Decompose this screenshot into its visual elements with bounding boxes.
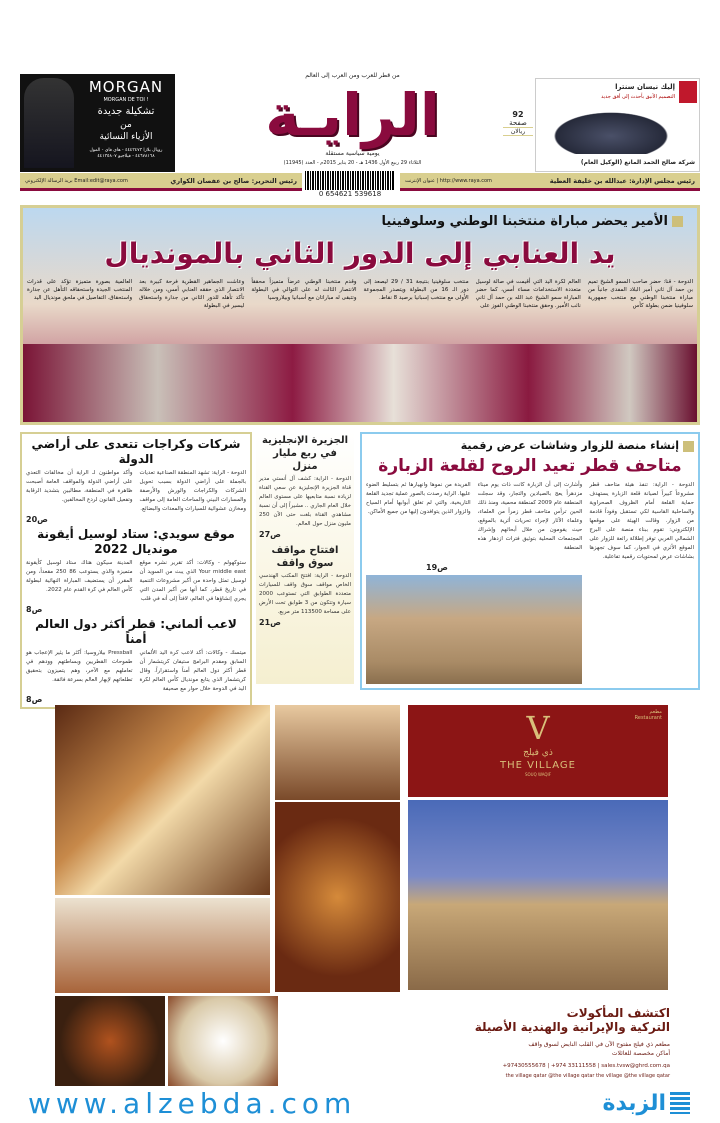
barcode-number: 0 654621 539618 bbox=[305, 190, 395, 198]
story-body: الدوحة - الراية: كشف آل أنستي مدير قناة الجزيرة الإنجليزية عن سعي القناة لزيادة نسبة متابعيها على مستوى العالم خلال العام الجاري .. مشيراً إلى أن نسبة مشاهدي القناة بلغت حتى الآن 250 مليون منزل حول العالم. bbox=[259, 476, 351, 527]
page-ref: ص27 bbox=[259, 530, 281, 539]
morgan-slogan: MORGAN DE TOI ! bbox=[103, 97, 149, 103]
price: ريالان bbox=[503, 127, 533, 136]
car-photo bbox=[546, 109, 676, 154]
info-strip-right bbox=[400, 173, 700, 191]
morgan-line3: الأزياء النسائية bbox=[99, 132, 153, 142]
zubarah-fort-photo[interactable] bbox=[366, 575, 582, 684]
story-headline[interactable]: موقع سويدي: ستاد لوسيل أيقونة مونديال 2022 bbox=[37, 527, 235, 556]
lead-kicker-text: الأمير يحضر مباراة منتخبنا الوطني وسلوفينيا bbox=[381, 214, 668, 229]
lead-col-2: العالم لكرة اليد التي أقيمت في صالة لوسيل متعددة الاستخدامات مساء أمس، كما حضر المباراة سمو الشيخ عبد الله بن حمد آل ثاني نائب الأمير. وحقق منتخبنا الوطني الفوز على bbox=[475, 279, 581, 309]
editor-in-chief: رئيس التحرير: صالح بن عفصان الكواري bbox=[170, 176, 297, 185]
page-count-label: صفحة bbox=[509, 119, 527, 127]
page-ref: ص19 bbox=[426, 563, 448, 572]
story-col: وأكد مواطنون لـ الراية أن مخالفات التعدي على أراضي الدولة والمواقف العامة أصبحت ظاهرة في المنطقة، مطالبين بتشديد الرقابة وتفعيل القانون لردع المخالفين. bbox=[26, 470, 133, 503]
story-body bbox=[26, 469, 246, 514]
morgan-contact: رويال بلازا ٤٤٤٣٤٧٣ - هاي فاي - المول ٤٤٦٧٨١٦٨ - فيلاجيو ٤٤١٣٥٨٠٧ bbox=[89, 148, 163, 159]
watermark-logo bbox=[585, 1088, 690, 1118]
ad-headline bbox=[475, 1006, 670, 1034]
info-strip-left bbox=[20, 173, 302, 191]
ad-headline-1: اكتشف المأكولات bbox=[566, 1006, 670, 1020]
ad-socials[interactable]: the village qatar @the village qatar the village @the village qatar bbox=[505, 1073, 670, 1079]
morgan-line1: تشكيلة جديدة bbox=[97, 106, 155, 117]
kicker-marker bbox=[683, 441, 694, 452]
chairman: رئيس مجلس الإدارة: عبدالله بن خليفة العطية bbox=[549, 176, 695, 185]
story-col: ميتسك - وكالات: أكد لاعب كرة اليد الألماني السابق ومقدم البرامج ستيفان كريتشمار أن قطر أكثر دول العالم أمناً واستقراراً. وقال كريتشمار الذي يتابع مونديال كأس العالم لكرة اليد في الدوحة خلال حوار مع صحيفة bbox=[139, 650, 246, 692]
nissan-ad[interactable] bbox=[535, 78, 700, 172]
dining-photo bbox=[275, 705, 400, 800]
lead-headline: يد العنابي إلى الدور الثاني بالمونديال bbox=[104, 237, 616, 270]
morgan-line2: من bbox=[120, 120, 132, 130]
village-building-photo bbox=[408, 800, 668, 990]
lead-col-1: الدوحة - قنا: حضر صاحب السمو الشيخ تميم بن حمد آل ثاني أمير البلاد المفدى جانباً من مباراة منتخبنا الوطني مع منتخب جمهورية سلوفينيا ضمن بطولة كأس bbox=[587, 279, 693, 309]
page-ref: ص20 bbox=[26, 515, 48, 524]
story-headline[interactable]: لاعب ألماني: قطر أكثر دول العالم أمناً bbox=[35, 617, 237, 646]
story-col: الدوحة - الراية: تشهد المنطقة الصناعية تعديات بالجملة على أراضي الدولة بسبب تحويل الشركات والكراجات والورش والأرصفة والمسارات البيني والساحات العامة إلى مواقف ومخازن عشوائية للسيارات والمعدات والبضائع. bbox=[139, 470, 246, 512]
right-body bbox=[366, 481, 694, 562]
lead-col-6: العالمية بصورة متميزة تؤكد على قدرات المنتخب الجيدة واستحقاقه التأهل عن جدارة واستحقاق. التفاصيل في ملحق مونديال اليد bbox=[26, 279, 133, 301]
village-restaurant-ad[interactable] bbox=[20, 700, 700, 1095]
story-body bbox=[26, 559, 246, 604]
lead-photo-crowd[interactable] bbox=[23, 344, 697, 422]
masthead-tagline: من قطر للعرب ومن العرب إلى العالم bbox=[305, 72, 400, 79]
model-photo bbox=[24, 78, 74, 168]
restaurant-label bbox=[635, 709, 662, 721]
ad-contact[interactable]: +97430555678 | +974 33111558 | sales.tvsw@ghrd.com.qa bbox=[502, 1063, 670, 1069]
story-col: ستوكهولم - وكالات: أكد تقرير نشره موقع Your middle east الذي يبث من السويد أن لوسيل تمثل واحدة من أكبر مشروعات التنمية في تاريخ قطر، كما أنها من أكبر المدن التي يجري إنشاؤها في العالم، لافتاً إلى أنه في قلب bbox=[139, 560, 246, 602]
morgan-ad[interactable] bbox=[20, 74, 175, 172]
masthead-title: الرايـة bbox=[265, 81, 440, 149]
watermark-url: www.alzebda.com bbox=[28, 1087, 357, 1120]
kebab-photo bbox=[55, 898, 270, 993]
nissan-dealer: شركة صالح الحمد المانع (الوكيل العام) bbox=[580, 159, 695, 166]
page-ref: ص8 bbox=[26, 605, 43, 614]
brand-en: THE VILLAGE bbox=[499, 760, 577, 771]
right-story bbox=[360, 432, 700, 690]
story-col: الفريدة من نموها وانهيارها ثم بتسليط الضوء عليها. الراية رصدت بالصور عملية تجديد القلعة التاريخية، والتي لم تغلق أبوابها أمام السياح والزوار الذين يتوافدون إليها من جميع الأماكن. bbox=[365, 482, 471, 515]
right-kicker bbox=[366, 438, 694, 453]
story-col: وأشارت إلى أن الزبارة كانت ذات يوم ميناء مزدهراً يعج بالصيادين والتجار، وقد سجلت المنطقة عام 2009 كمنطقة محمية، ومنذ ذلك الحين ترأس متاحف قطر زمراً من العلماء، وعلماء الآثار لإجراء تحريات أثرية بالموقع، حيث يقومون من خلال أبحاثهم وإشراك المجتمعات المحلية بتوثيق فترات ازدهار هذه المنطقة bbox=[477, 482, 583, 551]
village-v-emblem-icon: V bbox=[526, 709, 550, 747]
middle-column bbox=[256, 432, 354, 684]
story-body: الدوحة - الراية: افتتح المكتب الهندسي الخاص مواقف سوق واقف للسيارات متعددة الطوابق التي تستوعب 2000 سيارة وتتكون من 3 طوابق تحت الأرض على مساحة 113500 متر مربع. bbox=[259, 573, 351, 615]
lead-col-3: منتخب سلوفينيا بنتيجة 31 / 29 ليصعد إلى دور الـ 16 من البطولة ويتصدر المجموعة الأولى مع منتخب إسبانيا برصيد 8 نقاط. bbox=[363, 279, 469, 301]
lead-col-4: وقدم منتخبنا الوطني عرضاً متميزاً محققاً الانتصار الثالث له على التوالي في البطولة وتتبقى له مباراتان مع أسبانيا وبيلاروسيا bbox=[251, 279, 357, 301]
restaurant-interior-photo bbox=[55, 705, 270, 895]
story-col: الدوحة - الراية: تنفذ هيئة متاحف قطر مشروعاً كبيراً لصيانة قلعة الزبارة يستهدف حماية القلعة أمام الظروف الصحراوية والساحلية القاسية لكي تستقبل وفوداً قادمة من الزوار. وقالت الهيئة على موقعها الإلكتروني: تقوم ببناء منصة على البرج الشمالي الغربي توفر إطلالة رائعة للزوار على الموقع الأثري في الجوار، كما سوف تجهزها بشاشات عرض لمحتويات رقمية تفاعلية. bbox=[589, 482, 694, 560]
morgan-brand: MORGAN bbox=[88, 78, 164, 96]
page-ref: ص8 bbox=[26, 695, 43, 704]
page-count: 92 bbox=[512, 110, 524, 119]
lead-story bbox=[20, 205, 700, 425]
lead-col-5: وعاشت الجماهير القطرية فرحة كبيرة بعد الانتصار الذي حققه العنابي أمس، ومن خلاله تأكد تأهله للدور الثاني من جدارة واستحقاق ليسير في البطولة bbox=[139, 279, 245, 309]
story-headline[interactable]: الجزيرة الإنجليزية في ربع مليار منزل bbox=[261, 435, 348, 472]
watermark-logo-text: الزبدة bbox=[602, 1090, 666, 1116]
email: Email:edit@raya.com بريد الرسالة الإلكتروني bbox=[25, 177, 128, 184]
menu-lines-icon bbox=[670, 1092, 690, 1114]
kicker-marker bbox=[672, 216, 683, 227]
ad-desc-1: مطعم ذي فيلج مفتوح الآن في القلب النابض لسوق واقف bbox=[528, 1041, 670, 1048]
masthead-logo bbox=[205, 70, 500, 170]
food-platter-photo bbox=[275, 802, 400, 992]
story-headline[interactable]: افتتاح مواقف سوق واقف bbox=[271, 545, 339, 569]
date-line: الثلاثاء 29 ربيع الأول 1436 هـ - 20 يناير 2015م - العدد (11945) bbox=[283, 160, 422, 166]
nissan-headline: إليك نيسان سنترا bbox=[615, 83, 675, 91]
ad-headline-2: التركية والإيرانية والهندية الأصيلة bbox=[474, 1020, 670, 1034]
left-stories-box bbox=[20, 432, 252, 709]
website[interactable]: http://www.raya.com | عنوان الإنترنت bbox=[405, 177, 492, 184]
right-kicker-text: إنشاء منصة للزوار وشاشات عرض رقمية bbox=[460, 439, 679, 452]
page-ref: ص21 bbox=[259, 618, 281, 627]
rice-dish-photo bbox=[55, 996, 165, 1086]
story-headline[interactable]: شركات وكراجات تتعدى على أراضي الدولة bbox=[31, 437, 241, 466]
dessert-photo bbox=[168, 996, 278, 1086]
lead-columns bbox=[27, 278, 693, 310]
ad-description bbox=[528, 1040, 670, 1058]
nissan-logo bbox=[679, 81, 697, 103]
barcode bbox=[305, 171, 395, 196]
ad-desc-2: أماكن مخصصة للعائلات bbox=[611, 1050, 670, 1057]
right-headline[interactable]: متاحف قطر تعيد الروح لقلعة الزبارة bbox=[378, 456, 682, 476]
brand-location: SOUQ WAQIF bbox=[524, 772, 552, 777]
story-col: المدينة سيكون هناك ستاد لوسيل كأيقونة متميزة والذي يستوعب 86 250 مقعداً، ومن المقرر أن يستضيف المباراة النهائية لبطولة كأس العالم في كرة القدم عام 2022. bbox=[26, 560, 133, 593]
story-col: Pressball بيلاروسيا: أكثر ما يثير الإعجاب هو طموحات القطريين وبساطتهم وودهم في تعاملهم مع الآخر، وهم يتميزون بتحقيق تطلعاتهم لإبهار العالم بسرعة فائقة. bbox=[26, 650, 133, 683]
nissan-tagline: التصميم الأنيق بأحدث إلى أفق جديد bbox=[601, 94, 675, 100]
lead-kicker bbox=[381, 214, 683, 229]
issue-info bbox=[503, 110, 533, 136]
restaurant-label-ar: مطعم bbox=[649, 709, 662, 715]
story-body bbox=[26, 649, 246, 694]
village-logo-panel bbox=[408, 705, 668, 797]
brand-ar: ذي فيلج bbox=[523, 748, 553, 758]
restaurant-label-en: Restaurant bbox=[634, 715, 662, 721]
masthead-subtitle: يومية سياسية مستقلة bbox=[325, 150, 380, 157]
